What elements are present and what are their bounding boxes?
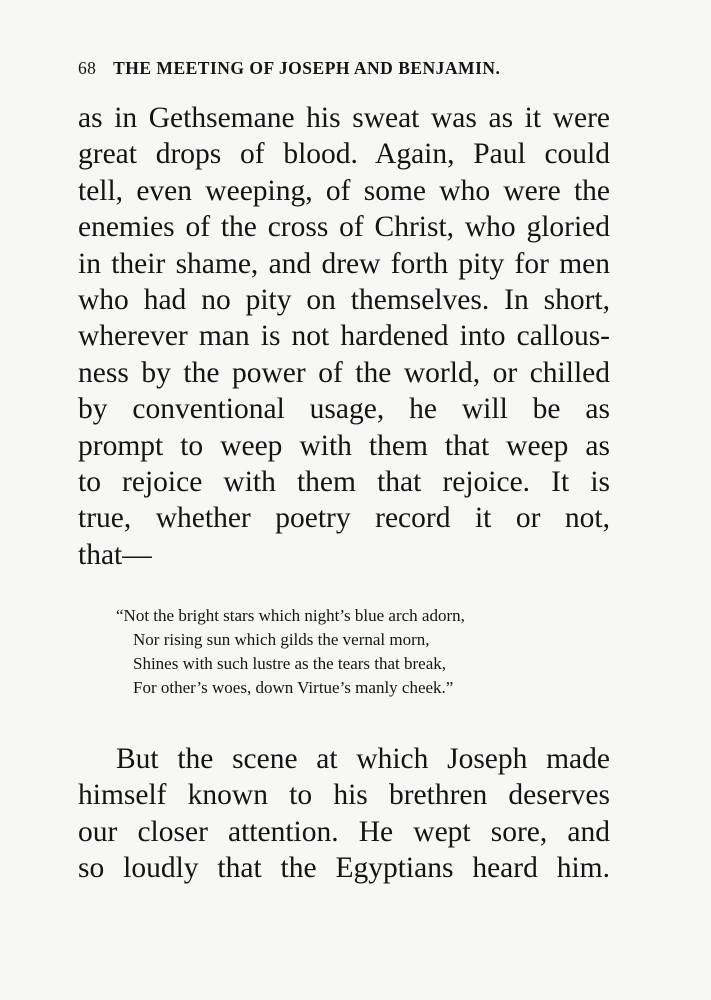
- text-line: wherever man is not hardened into callous-: [78, 320, 610, 353]
- text-line: by conventional usage, he will be as: [78, 393, 610, 426]
- page-header: [78, 58, 608, 79]
- text-line: ness by the power of the world, or chilled: [78, 356, 610, 389]
- paragraph-1: [78, 100, 610, 573]
- verse-quotation: [116, 604, 576, 700]
- paragraph-2: [78, 741, 610, 887]
- text-line: to rejoice with them that rejoice. It is: [78, 465, 610, 498]
- text-line: that—: [78, 538, 152, 571]
- verse-line: Shines with such lustre as the tears that break,: [133, 654, 447, 673]
- text-line: enemies of the cross of Christ, who gloried: [78, 211, 610, 244]
- verse-line: For other’s woes, down Virtue’s manly cheek.”: [133, 678, 454, 697]
- text-line: as in Gethsemane his sweat was as it were: [78, 102, 610, 134]
- running-title: THE MEETING OF JOSEPH AND BENJAMIN.: [113, 58, 501, 78]
- text-line: who had no pity on themselves. In short,: [78, 283, 610, 316]
- page-number: 68: [78, 58, 97, 78]
- text-line: prompt to weep with them that weep as: [78, 429, 610, 462]
- text-line: true, whether poetry record it or not,: [78, 502, 610, 535]
- text-line: our closer attention. He wept sore, and: [78, 815, 610, 848]
- verse-line: Nor rising sun which gilds the vernal morn,: [133, 630, 430, 649]
- text-line: But the scene at which Joseph made: [116, 743, 610, 775]
- text-line: so loudly that the Egyptians heard him.: [78, 852, 610, 885]
- text-line: himself known to his brethren deserves: [78, 779, 610, 812]
- text-line: in their shame, and drew forth pity for men: [78, 247, 610, 280]
- verse-line: “Not the bright stars which night’s blue arch adorn,: [116, 606, 465, 625]
- text-line: tell, even weeping, of some who were the: [78, 174, 610, 207]
- text-line: great drops of blood. Again, Paul could: [78, 138, 610, 171]
